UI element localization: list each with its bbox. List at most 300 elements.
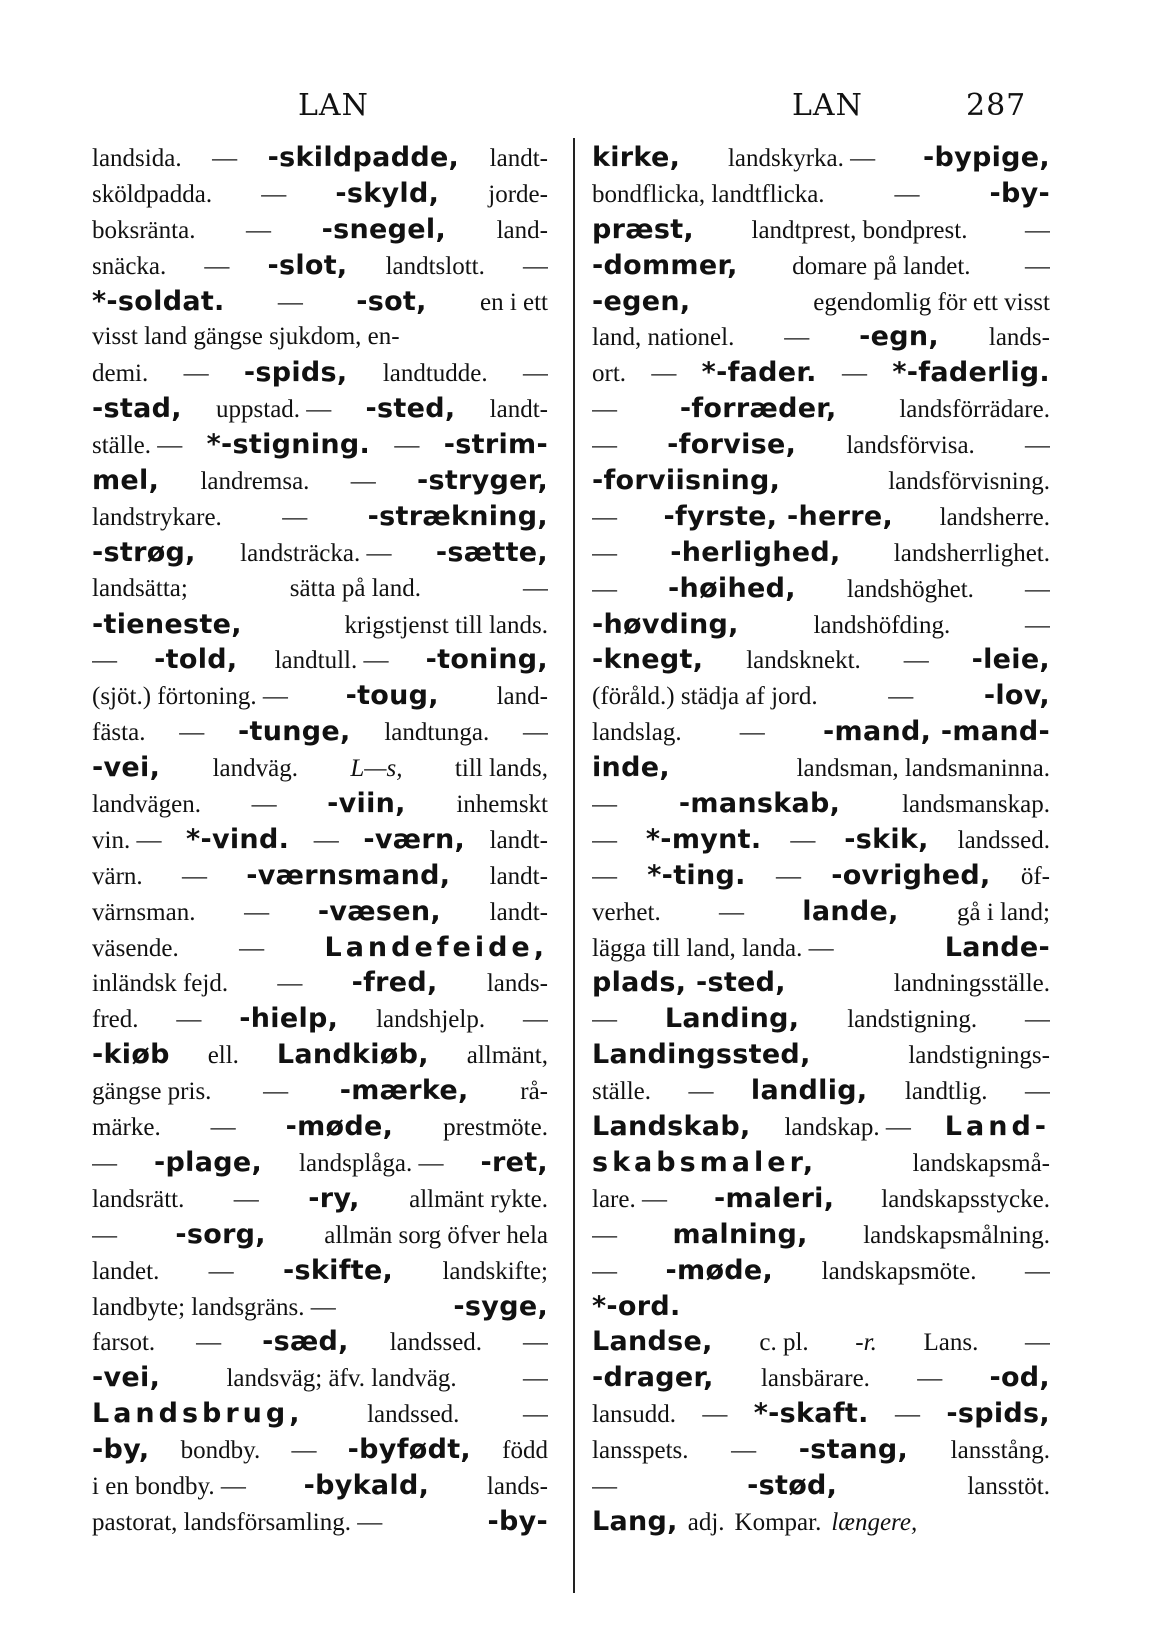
headword: -by, [92, 1434, 150, 1466]
definition-text: landtull. — [274, 647, 389, 675]
headword: *-mynt. [645, 823, 762, 855]
definition-text: krigstjenst till lands. [344, 611, 548, 639]
headword: -sæd, [262, 1326, 349, 1358]
definition-text: landsida. [92, 145, 182, 172]
headword: -sted, [365, 393, 456, 425]
text-line [92, 1504, 548, 1540]
text-line [592, 1001, 1050, 1037]
text-line [92, 284, 548, 320]
text-line [92, 535, 548, 571]
definition-text: landshjelp. [376, 1006, 486, 1034]
text-line [92, 1145, 548, 1181]
definition-text: landsträcka. — [240, 539, 392, 567]
headword: -lov, [983, 680, 1050, 712]
definition-text: — [592, 1472, 617, 1500]
headword: Lang, [592, 1505, 678, 1537]
definition-text: lansspets. [592, 1437, 689, 1465]
headword: -knegt, [592, 644, 704, 676]
page-number: 287 [966, 88, 1027, 123]
definition-text: farsot. [92, 1329, 156, 1357]
headword: *-vind. [186, 823, 290, 855]
definition-text: — [522, 360, 548, 388]
text-line [592, 1037, 1050, 1073]
definition-text: lands- [486, 970, 548, 998]
text-line [92, 248, 548, 284]
definition-text: — [313, 826, 339, 854]
text-line [92, 427, 548, 463]
definition-text: — [251, 791, 277, 819]
definition-text: landshöfding. [813, 611, 951, 639]
headword: -kiøb [92, 1039, 170, 1071]
definition-text: landskifte; [442, 1257, 548, 1285]
text-line [592, 248, 1050, 284]
italic-text: L—s, [350, 755, 403, 783]
definition-text: — [592, 791, 617, 819]
definition-text: landshöghet. [846, 575, 974, 603]
definition-text: landtprest, bondprest. [751, 216, 968, 244]
definition-text: — [784, 324, 810, 352]
definition-text: c. pl. [759, 1329, 809, 1357]
text-line [92, 1217, 548, 1253]
headword: inde, [592, 752, 670, 784]
definition-text: — [1024, 1329, 1050, 1357]
definition-text: — [350, 468, 376, 496]
definition-text: — [1024, 1006, 1050, 1034]
text-line [92, 1468, 548, 1504]
definition-text: lansudd. [592, 1401, 677, 1429]
text-line [92, 894, 548, 930]
definition-text: väsende. [92, 934, 179, 962]
definition-text: — [651, 360, 677, 388]
definition-text: landväg. [212, 755, 298, 783]
definition-text: landsherrlighet. [893, 539, 1050, 567]
headword: Landingssted, [592, 1039, 811, 1071]
definition-text: lansstöt. [967, 1472, 1050, 1500]
definition-text: landtunga. [384, 719, 490, 747]
headword: -forviisning, [592, 465, 781, 497]
headword: -stang, [798, 1434, 909, 1466]
spaced-headword: Land- [944, 1111, 1050, 1143]
definition-text: — [1024, 575, 1050, 603]
text-line [92, 965, 548, 1001]
definition-text: fästa. [92, 719, 146, 747]
definition-text: — [522, 574, 548, 602]
definition-text: landbyte; landsgräns. — [92, 1293, 336, 1321]
definition-text: landskapsmöte. [821, 1257, 977, 1285]
definition-text: ställe. — [92, 432, 183, 460]
definition-text: landtslott. [385, 252, 485, 280]
definition-text: landt- [489, 862, 548, 890]
definition-text: i en bondby. — [92, 1472, 246, 1500]
headword: *-faderlig. [892, 357, 1050, 389]
headword: -told, [154, 644, 238, 676]
definition-text: gå i land; [956, 898, 1050, 926]
headword: -maleri, [713, 1182, 835, 1214]
definition-text: — [592, 396, 617, 424]
definition-text: landslag. [592, 719, 682, 747]
definition-text: en i ett [479, 288, 548, 316]
definition-text: inländsk fejd. [92, 970, 229, 998]
definition-text: — [592, 862, 617, 890]
text-line [592, 319, 1050, 355]
definition-text: prestmöte. [443, 1114, 548, 1142]
definition-text: — [1024, 216, 1050, 244]
headword: -skik, [844, 823, 929, 855]
headword: Landing, [664, 1003, 800, 1035]
headword: mel, [92, 465, 160, 497]
definition-text: landt- [489, 145, 548, 172]
definition-text: — [244, 898, 270, 926]
headword: -egn, [859, 321, 939, 353]
headword: malning, [672, 1218, 808, 1250]
headword: *-soldat. [92, 285, 225, 317]
definition-text: — [719, 898, 744, 926]
text-line [592, 750, 1050, 786]
definition-text: allmän sorg öfver hela [324, 1221, 548, 1249]
headword: -plage, [154, 1146, 263, 1178]
definition-text: — [176, 1006, 202, 1034]
definition-text: landsrätt. [92, 1185, 185, 1213]
text-line [592, 284, 1050, 320]
definition-text: fred. [92, 1006, 139, 1034]
running-head-left: LAN [298, 88, 369, 123]
headword: -dommer, [592, 249, 738, 281]
definition-text: — [291, 1437, 317, 1465]
headword: -syge, [453, 1290, 548, 1322]
text-line [92, 930, 548, 966]
headword: *-ting. [647, 859, 746, 891]
text-line [592, 858, 1050, 894]
headword: -forræder, [679, 393, 837, 425]
definition-text: landremsa. [200, 468, 310, 496]
headword: Landskab, [592, 1111, 751, 1143]
definition-text: — [394, 432, 420, 460]
headword: -møde, [285, 1111, 394, 1143]
text-line [592, 535, 1050, 571]
headword: -hielp, [239, 1003, 339, 1035]
definition-text: ell. [207, 1042, 239, 1070]
headword: Landse, [592, 1326, 713, 1358]
headword: -tunge, [238, 716, 351, 748]
text-line [592, 463, 1050, 499]
text-line [592, 930, 1050, 966]
italic-text: -r. [855, 1329, 877, 1357]
definition-text: allmänt rykte. [409, 1185, 548, 1213]
definition-text: landssed. [389, 1329, 483, 1357]
definition-text: född [502, 1437, 548, 1465]
text-line [592, 1253, 1050, 1289]
definition-text: — [592, 1257, 617, 1285]
definition-text: — [522, 719, 548, 747]
definition-text: — [1024, 1257, 1050, 1285]
text-line [592, 499, 1050, 535]
headword: -værn, [363, 823, 466, 855]
headword: -byfødt, [347, 1434, 471, 1466]
headword: -mærke, [339, 1075, 469, 1107]
definition-text: landstigning. [847, 1006, 978, 1034]
definition-text: — [277, 970, 303, 998]
definition-text: — [842, 360, 868, 388]
definition-text: — [196, 1329, 222, 1357]
definition-text: — [731, 1437, 757, 1465]
text-line [592, 1109, 1050, 1145]
definition-text: landt- [489, 826, 548, 854]
headword: -drager, [592, 1362, 714, 1394]
definition-text: — [903, 647, 929, 675]
definition-text: — [775, 862, 801, 890]
definition-text: land- [496, 216, 548, 244]
definition-text: landsförvisa. [846, 432, 975, 460]
headword: -snegel, [321, 213, 447, 245]
text-line [592, 965, 1050, 1001]
definition-text: landskapsstycke. [881, 1185, 1050, 1213]
text-line [92, 1109, 548, 1145]
definition-text: jorde- [488, 180, 548, 208]
headword: -egen, [592, 285, 691, 317]
headword: -stød, [747, 1469, 838, 1501]
headword: præst, [592, 213, 694, 245]
definition-text: rå- [520, 1078, 548, 1106]
definition-text: landsplåga. — [299, 1149, 444, 1177]
headword: -od, [989, 1362, 1050, 1394]
headword: -ry, [308, 1182, 360, 1214]
text-line [92, 463, 548, 499]
definition-text: — [917, 1365, 943, 1393]
definition-text: — [183, 360, 209, 388]
headword: -viin, [327, 788, 406, 820]
headword: -spids, [946, 1398, 1050, 1430]
definition-text: — [1024, 252, 1050, 280]
definition-text: (sjöt.) förtoning. — [92, 683, 288, 711]
definition-text: landt- [489, 898, 548, 926]
right-column [592, 140, 1050, 1540]
text-line [92, 858, 548, 894]
definition-text: värn. [92, 862, 143, 890]
headword: -leie, [971, 644, 1050, 676]
headword: -skildpadde, [267, 142, 460, 173]
text-line [592, 1073, 1050, 1109]
headword: -toug, [345, 680, 439, 712]
text-line [92, 391, 548, 427]
text-line [92, 319, 548, 355]
definition-text: landsväg; äfv. landväg. [226, 1365, 457, 1393]
definition-text: — [246, 216, 272, 244]
definition-text: lare. — [592, 1185, 667, 1213]
definition-text: — [233, 1185, 259, 1213]
headword: -strim- [443, 429, 548, 461]
definition-text: landskapsmå- [912, 1149, 1050, 1177]
text-line [592, 391, 1050, 427]
headword: -møde, [665, 1254, 774, 1286]
text-line [592, 1504, 1050, 1540]
definition-text: landsmanskap. [902, 791, 1050, 819]
definition-text: — [522, 1401, 548, 1429]
definition-text: landskapsmålning. [863, 1221, 1050, 1249]
definition-text: — [888, 683, 914, 711]
text-line [592, 1289, 1050, 1325]
headword: -mand, -mand- [823, 716, 1050, 748]
headword: -tieneste, [92, 608, 242, 640]
text-line [592, 1217, 1050, 1253]
headword: *-stigning. [206, 429, 371, 461]
definition-text: ort. [592, 360, 627, 388]
text-line [92, 642, 548, 678]
definition-text: — [210, 1114, 236, 1142]
definition-text: landstignings- [908, 1042, 1050, 1070]
text-line [592, 1396, 1050, 1432]
definition-text: lansstång. [950, 1437, 1050, 1465]
text-line [592, 212, 1050, 248]
definition-text: adj. [687, 1508, 725, 1536]
text-line [92, 140, 548, 176]
definition-text: sköldpadda. [92, 180, 213, 208]
definition-text: — [895, 1401, 920, 1429]
definition-text: boksränta. [92, 216, 196, 244]
headword: -vei, [92, 752, 161, 784]
text-line [592, 1360, 1050, 1396]
definition-text: vin. — [92, 826, 162, 854]
definition-text: — [592, 575, 617, 603]
definition-text: — [894, 180, 920, 208]
definition-text: allmänt, [466, 1042, 548, 1070]
definition-text: — [239, 934, 265, 962]
definition-text: landstrykare. [92, 503, 222, 531]
headword: -fred, [351, 967, 438, 999]
text-line [592, 140, 1050, 176]
headword: -fyrste, -herre, [663, 500, 894, 532]
headword: -strøg, [92, 536, 196, 568]
headword: lande, [802, 895, 899, 927]
definition-text: lands- [486, 1472, 548, 1500]
definition-text: — [261, 180, 287, 208]
definition-text: egendomlig för ett visst [813, 288, 1050, 316]
left-column [92, 140, 548, 1540]
definition-text: lägga till land, landa. — [592, 934, 834, 962]
text-line [92, 176, 548, 212]
definition-text: landskap. — [784, 1114, 911, 1142]
headword: plads, -sted, [592, 967, 786, 999]
headword: -bypige, [922, 142, 1050, 173]
headword: -stad, [92, 393, 182, 425]
text-line [592, 1181, 1050, 1217]
text-line [592, 822, 1050, 858]
text-line [92, 822, 548, 858]
text-line [592, 714, 1050, 750]
definition-text: — [1024, 432, 1050, 460]
headword: -ovrighed, [831, 859, 991, 891]
definition-text: märke. [92, 1114, 161, 1142]
text-line [592, 571, 1050, 607]
text-line [592, 355, 1050, 391]
text-line [592, 1468, 1050, 1504]
headword: -slot, [267, 249, 348, 281]
definition-text: — [790, 826, 816, 854]
definition-text: — [522, 1006, 548, 1034]
text-line [92, 1073, 548, 1109]
text-line [92, 1289, 548, 1325]
headword: Landkiøb, [276, 1039, 429, 1071]
definition-text: snäcka. [92, 252, 167, 280]
definition-text: — [179, 719, 205, 747]
definition-text: — [92, 1149, 117, 1177]
definition-text: till lands, [454, 755, 548, 783]
headword: -by- [487, 1505, 548, 1537]
definition-text: — [688, 1078, 714, 1106]
definition-text: — [208, 1257, 234, 1285]
definition-text: — [592, 1006, 617, 1034]
definition-text: landsherre. [939, 503, 1050, 531]
text-line [92, 1181, 548, 1217]
definition-text: landsätta; [92, 574, 188, 602]
text-line [92, 1253, 548, 1289]
definition-text: landet. [92, 1257, 160, 1285]
definition-text: demi. [92, 360, 149, 388]
headword: *-fader. [701, 357, 817, 389]
definition-text: — [92, 647, 117, 675]
definition-text: lansbärare. [760, 1365, 870, 1393]
definition-text: — [1025, 1078, 1050, 1106]
definition-text: verhet. [592, 898, 661, 926]
definition-text: öf- [1020, 862, 1050, 890]
headword: -forvise, [667, 429, 797, 461]
definition-text: — [592, 1221, 617, 1249]
definition-text: sätta på land. [289, 574, 421, 602]
headword: -strækning, [367, 500, 548, 532]
definition-text: (föråld.) städja af jord. [592, 683, 818, 711]
definition-text: landssed. [957, 826, 1050, 854]
headword: landlig, [750, 1075, 868, 1107]
definition-text: domare på landet. [792, 252, 971, 280]
definition-text: landsknekt. [746, 647, 861, 675]
text-line [592, 642, 1050, 678]
headword: Lande- [944, 931, 1050, 963]
text-line [592, 1432, 1050, 1468]
text-line [92, 355, 548, 391]
headword: *-skaft. [753, 1398, 869, 1430]
headword: -sorg, [175, 1218, 266, 1250]
headword: -værnsmand, [246, 859, 451, 891]
definition-text: — [522, 1365, 548, 1393]
definition-text: — [212, 145, 238, 172]
text-line [592, 176, 1050, 212]
definition-text: landvägen. [92, 791, 201, 819]
definition-text: — [204, 252, 230, 280]
definition-text: landsförrädare. [899, 396, 1050, 424]
headword: -skyld, [335, 177, 440, 209]
headword: -skifte, [283, 1254, 394, 1286]
definition-text: Kompar. [734, 1508, 822, 1536]
definition-text: — [92, 1221, 117, 1249]
definition-text: — [592, 432, 617, 460]
headword: -by- [989, 177, 1050, 209]
headword: -herlighed, [670, 536, 841, 568]
headword: -ret, [480, 1146, 548, 1178]
definition-text: — [1025, 611, 1050, 639]
text-line [92, 1432, 548, 1468]
definition-text: uppstad. — [216, 396, 332, 424]
definition-text: land, nationel. [592, 324, 735, 352]
text-line [592, 786, 1050, 822]
text-line [92, 750, 548, 786]
text-line [92, 1396, 548, 1432]
text-line [92, 1037, 548, 1073]
headword: -spids, [243, 357, 348, 389]
definition-text: landskyrka. — [727, 145, 876, 172]
definition-text: land- [496, 683, 548, 711]
definition-text: — [523, 1329, 548, 1357]
definition-text: landsförvisning. [888, 468, 1050, 496]
definition-text: ställe. [592, 1078, 652, 1106]
